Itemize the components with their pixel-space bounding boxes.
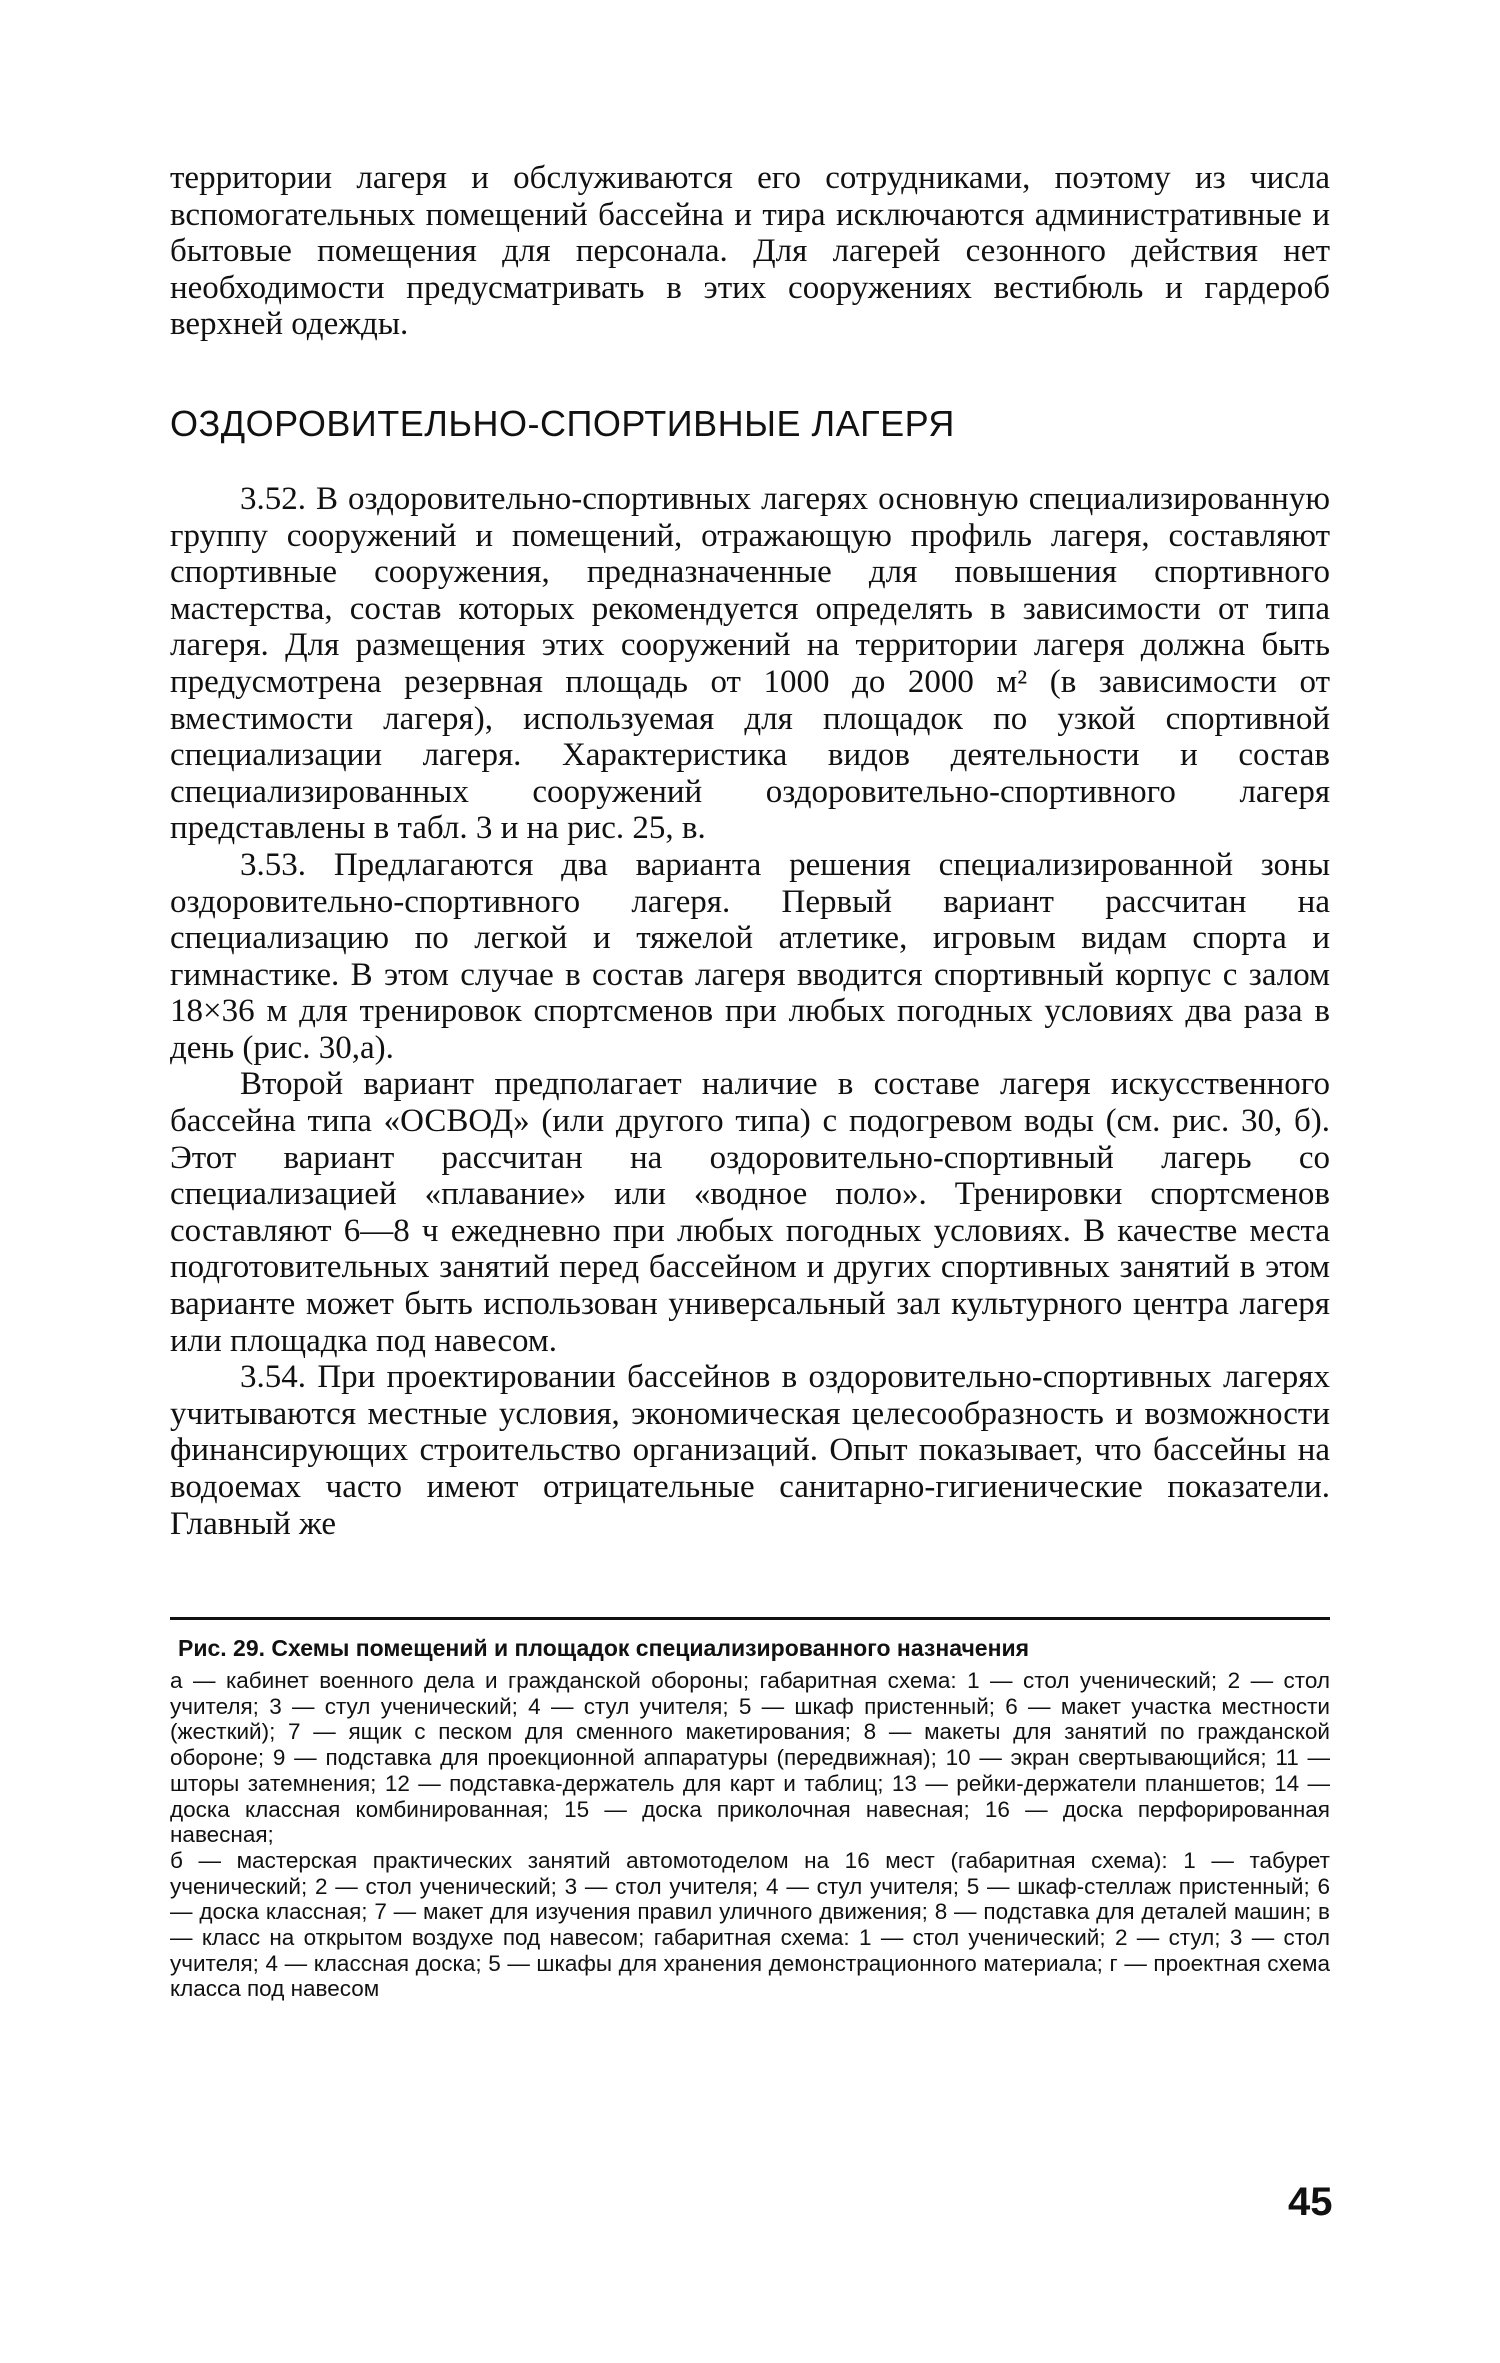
figure-caption [170,1634,1330,2002]
main-text [170,160,1330,1542]
paragraph-3-53: 3.53. Предлагаются два варианта решения специализированной зоны оздоровительно-спортивного лагеря. Первый вариант рассчитан на специализацию по легкой и тяжелой атлетике, игровым видам спорта и гимнастике. В этом случае в состав лагеря вводится спортивный корпус с залом 18×36 м для тренировок спортсменов при любых погодных условиях два раза в день (рис. 30,а). [170,846,1330,1066]
caption-divider [170,1617,1330,1620]
caption-title: Рис. 29. Схемы помещений и площадок специализированного назначения [178,1635,1030,1661]
section-heading: ОЗДОРОВИТЕЛЬНО-СПОРТИВНЫЕ ЛАГЕРЯ [170,402,955,444]
paragraph-3-53-continued: Второй вариант предполагает наличие в составе лагеря искусственного бассейна типа «ОСВОД» (или другого типа) с подогревом воды (см. рис. 30, б). Этот вариант рассчитан на оздоровительно-спортивный лагерь со специализацией «плавание» или «водное поло». Тренировки спортсменов составляют 6—8 ч ежедневно при любых погодных условиях. В качестве места подготовительных занятий перед бассейном и других спортивных занятий в этом варианте может быть использован универсальный зал культурного центра лагеря или площадка под навесом. [170,1066,1330,1359]
caption-item-b: б — мастерская практических занятий автомотоделом на 16 мест (габаритная схема): 1 — табурет ученический; 2 — стол ученический; 3 — стол учителя; 4 — стул учителя; 5 — шкаф-стеллаж пристенный; 6 — доска классная; 7 — макет для изучения правил уличного движения; 8 — подставка для деталей машин; в — класс на открытом воздухе под навесом; габаритная схема: 1 — стол ученический; 2 — стул; 3 — стол учителя; 4 — классная доска; 5 — шкафы для хранения демонстрационного материала; г — проектная схема класса под навесом [170,1847,1330,2002]
intro-paragraph: территории лагеря и обслуживаются его сотрудниками, поэтому из числа вспомогательных помещений бассейна и тира исключаются административные и бытовые помещения для персонала. Для лагерей сезонного действия нет необходимости предусматривать в этих сооружениях вестибюль и гардероб верхней одежды. [170,160,1330,343]
paragraph-3-52: 3.52. В оздоровительно-спортивных лагерях основную специализированную группу сооружений и помещений, отражающую профиль лагеря, составляют спортивные сооружения, предназначенные для повышения спортивного мастерства, состав которых рекомендуется определять в зависимости от типа лагеря. Для размещения этих сооружений на территории лагеря должна быть предусмотрена резервная площадь от 1000 до 2000 м² (в зависимости от вместимости лагеря), используемая для площадок по узкой спортивной специализации лагеря. Характеристика видов деятельности и состав специализированных сооружений оздоровительно-спортивного лагеря представлены в табл. 3 и на рис. 25, в. [170,480,1330,847]
paragraph-3-54: 3.54. При проектировании бассейнов в оздоровительно-спортивных лагерях учитываются местные условия, экономическая целесообразность и возможности финансирующих строительство организаций. Опыт показывает, что бассейны на водоемах часто имеют отрицательные санитарно-гигиенические показатели. Главный же [170,1359,1330,1542]
page-number: 45 [1288,2180,1333,2224]
caption-item-a: а — кабинет военного дела и гражданской обороны; габаритная схема: 1 — стол ученический; 2 — стол учителя; 3 — стул ученический; 4 — стул учителя; 5 — шкаф пристенный; 6 — макет участка местности (жесткий); 7 — ящик с песком для сменного макетирования; 8 — макеты для занятий по гражданской обороне; 9 — подставка для проекционной аппаратуры (передвижная); 10 — экран свертывающийся; 11 — шторы затемнения; 12 — подставка-держатель для карт и таблиц; 13 — рейки-держатели планшетов; 14 — доска классная комбинированная; 15 — доска приколочная навесная; 16 — доска перфорированная навесная; [170,1668,1330,1848]
